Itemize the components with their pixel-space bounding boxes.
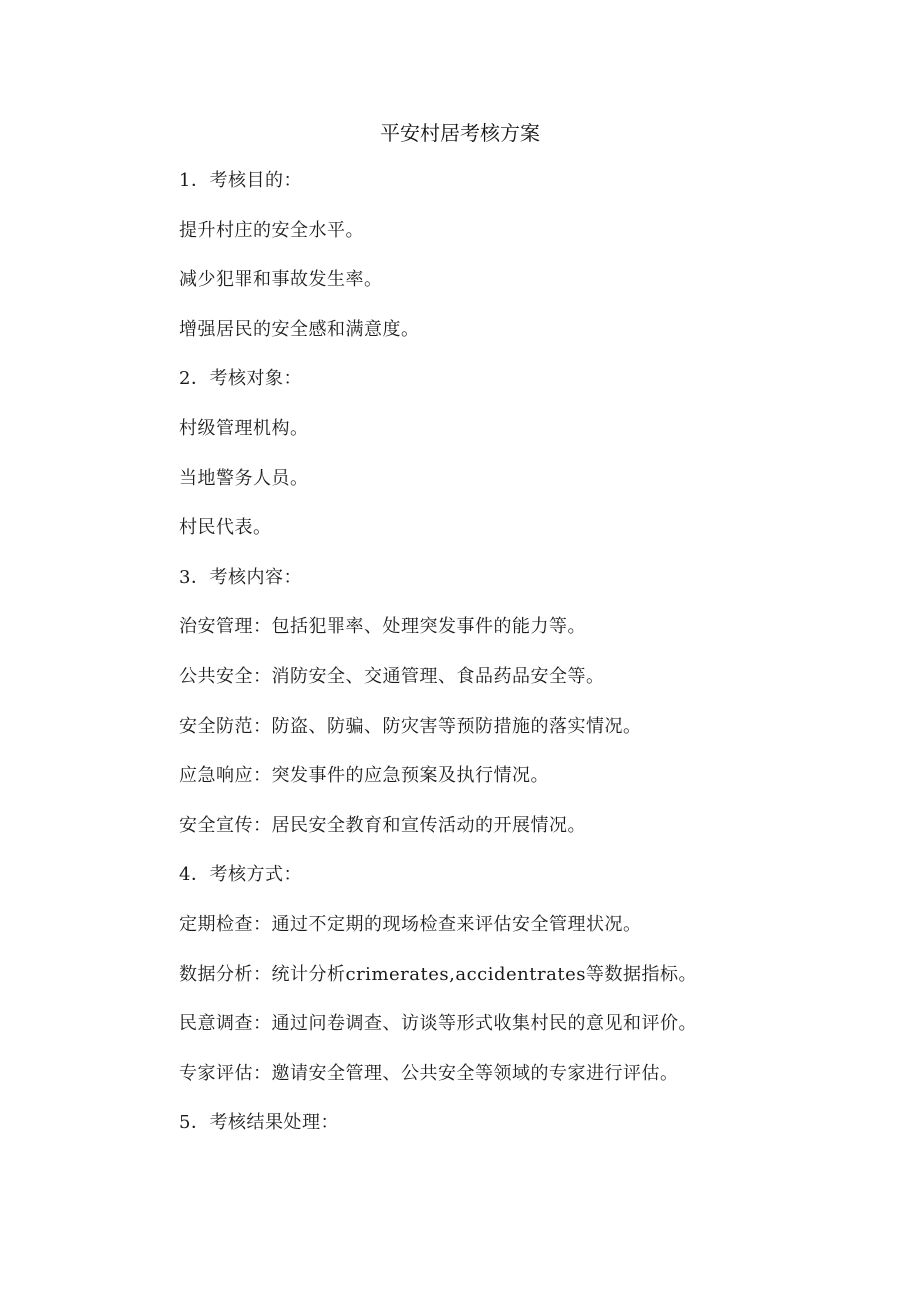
paragraph-line: 村民代表。: [179, 517, 272, 539]
paragraph-line: 民意调查：通过问卷调查、访谈等形式收集村民的意见和评价。: [179, 1013, 697, 1035]
paragraph-line: 安全防范：防盗、防骗、防灾害等预防措施的落实情况。: [179, 715, 642, 737]
section-heading: 1．考核目的：: [179, 170, 302, 191]
paragraph-line: 定期检查：通过不定期的现场检查来评估安全管理状况。: [179, 913, 642, 935]
paragraph-line: 当地警务人员。: [179, 467, 309, 489]
paragraph-line: 增强居民的安全感和满意度。: [179, 318, 420, 340]
section-heading: 5．考核结果处理：: [179, 1112, 339, 1134]
paragraph-line: 减少犯罪和事故发生率。: [179, 269, 383, 291]
paragraph-line: 提升村庄的安全水平。: [179, 219, 364, 241]
paragraph-line: 安全宣传：居民安全教育和宣传活动的开展情况。: [179, 814, 586, 836]
paragraph-line: 治安管理：包括犯罪率、处理突发事件的能力等。: [179, 616, 586, 638]
document-body: [179, 167, 879, 1159]
paragraph-line: 应急响应：突发事件的应急预案及执行情况。: [179, 765, 549, 787]
section-heading: 3．考核内容：: [179, 566, 302, 588]
paragraph-line: 数据分析：统计分析crimerates,accidentrates等数据指标。: [179, 963, 697, 985]
section-heading: 2．考核对象：: [179, 368, 302, 390]
section-heading: 4．考核方式：: [179, 864, 302, 886]
paragraph-line: 公共安全：消防安全、交通管理、食品药品安全等。: [179, 665, 605, 687]
paragraph-line: 村级管理机构。: [179, 417, 309, 439]
paragraph-line: 专家评估：邀请安全管理、公共安全等领域的专家进行评估。: [179, 1062, 679, 1084]
document-title: 平安村居考核方案: [380, 121, 540, 145]
